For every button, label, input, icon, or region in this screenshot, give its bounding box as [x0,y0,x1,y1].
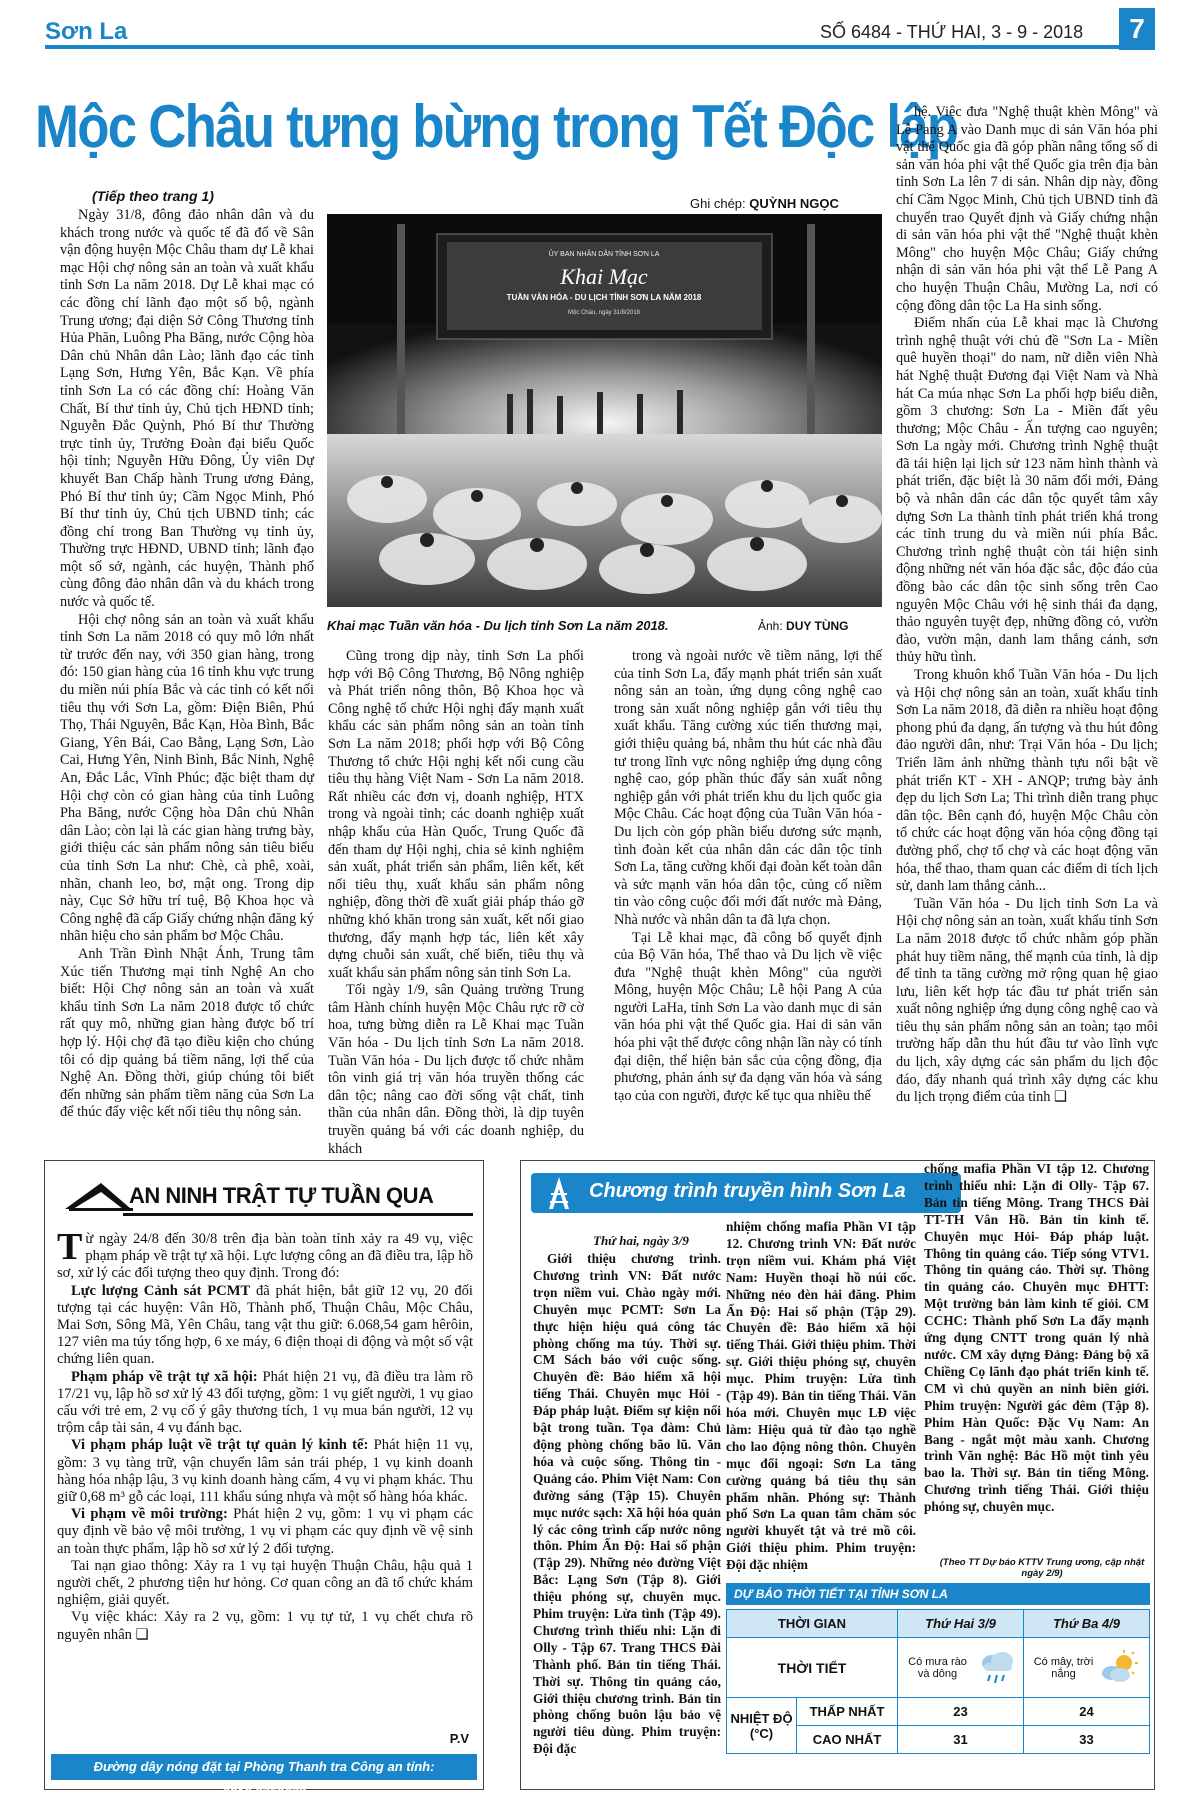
continued-note: (Tiếp theo trang 1) [92,188,214,204]
hotline-bar: Đường dây nóng đặt tại Phòng Thanh tra Công an tỉnh: 0212.3759678 [51,1754,477,1780]
weather-day-2: Thứ Ba 4/9 [1024,1610,1150,1638]
weather-col-time: THỜI GIAN [727,1610,898,1638]
weather-row-label: THỜI TIẾT [727,1638,898,1698]
paragraph: hệ. Việc đưa "Nghệ thuật khèn Mông" và Lễ Pang A vào Danh mục di sản Văn hóa phi vật thể Quốc gia đã góp phần nâng tổng số di sản văn hóa phi vật thể Quốc gia trên địa bàn tỉnh Sơn La lên 7 di sản. Nhân dịp này, đồng chí Cầm Ngọc Minh, Chủ tịch UBND tỉnh đã chuyển trao Quyết định và Giấy chứng nhận di sản văn hóa phi vật thể "Nghệ thuật khèn Mông" cho huyện Mộc Châu; Giấy chứng nhận di sản văn hóa phi vật thể Lễ Pang A cho huyện Thuận Châu, Mường La, nơi có cộng đồng dân tộc La Ha sinh sống. [896,104,1158,314]
paragraph: Cũng trong dịp này, tỉnh Sơn La phối hợp với Bộ Công Thương, Bộ Nông nghiệp và Phát triển nông thôn, Bộ Khoa học và Công nghệ tổ chức Hội nghị đẩy mạnh xuất khẩu các sản phẩm nông sản an toàn tỉnh Sơn La năm 2018; phối hợp với Bộ Công Thương tổ chức Hội nghị kết nối cung cầu tiêu thụ hàng Việt Nam - Sơn La năm 2018. Rất nhiều các đơn vị, doanh nghiệp, HTX trong và ngoài tỉnh; các doanh nghiệp xuất nhập khẩu của Hàn Quốc, Trung Quốc đã đến tham dự Hội nghị, chia sẻ kinh nghiệm sản xuất, phát triển sản phẩm, liên kết, kết nối tiêu thụ, xuất khẩu sản phẩm nông nghiệp, đồng thời đề xuất giải pháp tháo gỡ những khó khăn trong sản xuất, kết nối giao thương, đẩy mạnh hợp tác, liên kết xây dựng chuỗi sản xuất, chế biến, tiêu thụ và xuất khẩu sản phẩm nông sản tỉnh Sơn La. [328,648,584,981]
tv-schedule-col-1: Giới thiệu chương trình. Chương trình VN: Đất nước trọn niềm vui. Chào ngày mới. Chuyên mục PCMT: Sơn La thực hiện hiệu quả công tác phòng chống ma túy. Thời sự. CM Sách báo với cuộc sống. Chuyên đề: Bảo hiểm xã hội tiếng Thái. Chuyên mục Hỏi - Đáp pháp luật. Điểm sự kiện nổi bật trong tuần. Tọa đàm: Chủ động phòng chống bão lũ. Văn hóa và cuộc sống. Thông tin - Quảng cáo. Phim Việt Nam: Con đường sáng (Tập 15). Chuyên mục nước sạch: Xã hội hóa quản lý các công trình cấp nước nông thôn. Phim Ấn Độ: Hai số phận (Tập 29). Những nẻo đường Việt Bắc: Lạng Sơn (Tập 8). Giới thiệu phóng sự, chuyên mục. Phim truyện: Lừa tình (Tập 49). Chương trình thiếu nhi: Lặn đi Olly - Tập 67. Trang THCS Đài Thành phố. Bản tin tiếng Thái. Thời sự. Thông tin quảng cáo, Giới thiệu chương trình. Bản tin phòng chống buôn lậu bảo vệ người tiêu dùng. Phim truyện: Đội đặc [533,1251,721,1757]
drop-cap: T [57,1226,83,1268]
stage-photo-illustration [327,214,882,607]
paragraph: Ngày 31/8, đông đảo nhân dân và du khách trong nước và quốc tế đã đổ về Sân vận động huyện Mộc Châu tham dự Lễ khai mạc Hội chợ nông sản an toàn và xuất khẩu tỉnh Sơn La năm 2018. Dự Lễ khai mạc có các đồng chí lãnh đạo một số bộ, ngành Trung ương; đại diện Sở Công Thương tỉnh Hủa Phăn, Luông Pha Băng, nước Cộng hòa Dân chủ Nhân dân Lào; lãnh đạo các tỉnh Lạng Sơn, Hưng Yên, Bắc Kạn. Về phía tỉnh Sơn La có các đồng chí: Hoàng Văn Chất, Bí thư tỉnh ủy, Chủ tịch HĐND tỉnh; Nguyễn Đắc Quỳnh, Phó Bí thư Thường trực tỉnh ủy, Trưởng Đoàn đại biểu Quốc hội tỉnh; Nguyễn Hữu Đông, Ủy viên Dự khuyết Ban Chấp hành Trung ương Đảng, Phó Bí thư tỉnh ủy; Cầm Ngọc Minh, Phó Bí thư tỉnh ủy, Chủ tịch UBND tỉnh; các đồng chí trong Ban Thường vụ tỉnh ủy, Thường trực HĐND, UBND tỉnh; lãnh đạo một số sở, ngành, các huyện, Thành phố cùng đông đảo nhân dân và du khách trong nước và quốc tế. [60,207,314,611]
header-rule [45,45,1153,49]
paragraph [896,896,1158,1107]
sun-cloud-icon [1098,1649,1140,1687]
roof-logo-icon [63,1179,133,1213]
security-body [57,1226,474,1726]
security-item [57,1609,473,1643]
security-news-box [44,1160,484,1800]
security-title-bar [55,1183,475,1213]
security-item-text: Vụ việc khác: Xảy ra 2 vụ, gồm: 1 vụ tự tử, 1 vụ chết chưa rõ nguyên nhân [57,1609,473,1643]
tv-title-bar [531,1173,961,1213]
paragraph: Tại Lễ khai mạc, đã công bố quyết định của Bộ Văn hóa, Thể thao và Du lịch về việc đưa "Nghệ thuật khèn Mông" của người Mông, huyện Mộc Châu; Lễ hội Pang A của người LaHa, tỉnh Sơn La vào danh mục di sản văn hóa phi vật thể Quốc gia. Hai di sản văn hóa phi vật thể được công nhận lần này có tính đại diện, thể hiện bản sắc của cộng đồng, địa phương, phản ánh sự đa dạng văn hóa và sáng tạo của con người, được kế tục qua nhiều thế [614,929,882,1104]
security-title: AN NINH TRẬT TỰ TUẦN QUA [129,1183,434,1208]
end-mark: ❑ [135,1626,149,1643]
article-column-2 [328,648,584,1157]
weather-panel [726,1557,1150,1785]
weather-day-2-high: 33 [1024,1726,1150,1754]
weather-day-1-high: 31 [898,1726,1024,1754]
security-item-lead: Vi phạm pháp luật về trật tự quản lý kinh tế: [71,1437,369,1454]
weather-temp-label: NHIỆT ĐỘ (°C) [727,1698,797,1754]
weather-source: (Theo TT Dự báo KTTV Trung ương, cập nhật ngày 2/9) [939,1557,1145,1579]
tv-schedule-col-2: nhiệm chống mafia Phần VI tập 12. Chương trình VN: Đất nước trọn niềm vui. Khám phá Việt Nam: Huyền thoại hồ núi cốc. Những nẻo đèn hải đăng. Phim Ấn Độ: Hai số phận (Tập 29). Chuyên đề: Bảo hiểm xã hội tiếng Thái. Giới thiệu phim. Thời sự. Giới thiệu phóng sự, chuyên mục. Phim truyện: Lừa tình (Tập 49). Bản tin tiếng Thái. Văn hóa mới. Chuyên mục LĐ việc làm: Hiệu quả từ đào tạo nghề cho lao động nông thôn. Chuyên mục đổi ngoại: Sơn La tăng cường quảng bá tiêu thụ sản phẩm nhãn. Phóng sự: Thành phố Sơn La quan tâm chăm sóc người khuyết tật và trẻ mồ côi. Giới thiệu phim. Phim truyện: Đội đặc nhiệm [726,1219,916,1573]
security-intro [57,1226,473,1283]
article-column-3 [614,648,882,1142]
rain-cloud-icon [976,1649,1018,1687]
byline [690,196,839,211]
security-item [57,1506,473,1558]
paragraph: Anh Trần Đình Nhật Ánh, Trung tâm Xúc tiến Thương mại tỉnh Nghệ An cho biết: Hội Chợ nông sản an toàn và xuất khẩu tỉnh Sơn La năm 2018 được tổ chức rất quy mô, những gian hàng được bố trí hợp lý. Hội chợ đã tạo điều kiện cho chúng tôi có dịp quảng bá tiềm năng, lợi thế của Nghệ An. Đồng thời, giúp chúng tôi biết đến những sản phẩm tiềm năng của Sơn La để thúc đẩy việc kết nối tiêu thụ nông sản. [60,945,314,1121]
weather-day-2-low: 24 [1024,1698,1150,1726]
security-item-text: Phát hiện 11 vụ, gồm: 3 vụ tàng trữ, vận chuyển lâm sản trái phép, 1 vụ kinh doanh hàng hóa nhập lậu, 3 vụ kinh doanh hàng cấm, 4 vụ vi phạm khác. Thu giữ 0,68 m³ gỗ các loại, 111 khẩu súng nhựa và một số hàng hóa khác. [57,1437,473,1506]
tv-title: Chương trình truyền hình Sơn La [589,1180,906,1202]
weather-day-2-cell [1024,1638,1150,1698]
tv-schedule-box [520,1160,1155,1790]
paragraph: Tối ngày 1/9, sân Quảng trường Trung tâm Hành chính huyện Mộc Châu rực rỡ cờ hoa, tưng bừng diễn ra Lễ Khai mạc Tuần Văn hóa - Du lịch tỉnh Sơn La năm 2018. Tuần Văn hóa - Du lịch được tổ chức nhằm tôn vinh giá trị văn hóa truyền thống các dân tộc; nâng cao đời sống vật chất, tinh thần của nhân dân. Đồng thời, là dịp tuyên truyền quảng bá với các doanh nghiệp, du khách [328,982,584,1157]
weather-table [726,1609,1150,1754]
end-mark: ❑ [1054,1089,1067,1106]
security-intro-text: ừ ngày 24/8 đến 30/8 trên địa bàn toàn tỉnh xảy ra 49 vụ, việc phạm pháp về trật tự xã hội. Lực lượng công an đã điều tra, lập hồ sơ, xử lý các đối tượng theo quy định. Trong đó: [57,1231,473,1282]
security-item-text: đã phát hiện, bắt giữ 12 vụ, 20 đối tượng tại các huyện: Vân Hồ, Thành phố, Thuận Châu, Mộc Châu, Mai Sơn, Sông Mã, Yên Châu, tang vật thu giữ: 6.068,54 gam hêrôin, 127 viên ma túy tổng hợp, 6 xe máy, 6 điện thoại di động và một số vật chứng liên quan. [57,1282,473,1368]
paragraph-text: Tuần Văn hóa - Du lịch tỉnh Sơn La và Hội chợ nông sản an toàn, xuất khẩu tỉnh Sơn La năm 2018 được tổ chức nhằm góp phần phát huy tiềm năng, thế mạnh của tỉnh, là dịp để tỉnh ta tăng cường mở rộng quan hệ giao lưu, liên kết hợp tác đầu tư phát triển sản xuất nông nghiệp ứng dụng công nghệ cao và tiêu thụ sản phẩm nông sản an toàn; tạo môi trường hấp dẫn thu hút đầu tư vào lĩnh vực du lịch, xây dựng các sản phẩm du lịch độc đáo, đẩy nhanh quá trình xây dựng các khu du lịch trọng điểm của tỉnh [896,895,1158,1106]
byline-name: QUỲNH NGỌC [749,196,839,211]
tv-schedule-col-3: chống mafia Phần VI tập 12. Chương trình thiếu nhi: Lặn đi Olly- Tập 67. Bản tin tiếng Mông. Trang THCS Đài TT-TH Vân Hồ. Bản tin kinh tế. Chuyên mục Hỏi- Đáp pháp luật. Thông tin quảng cáo. Tiếp sóng VTV1. Thông tin quảng cáo. Thời sự. Thông tin quảng cáo. Chuyên mục ĐHTT: Một trường bản làm kinh tế giỏi. CM CCHC: Thành phố Sơn La đẩy mạnh ứng dụng CNTT trong quản lý nhà nước. CM xây dựng Đảng: Đảng bộ xã Chiềng Cọ lãnh đạo phát triển kinh tế. CM vì chủ quyền an ninh biên giới. Phim truyện: Người gác đêm (Tập 8). Phim Hàn Quốc: Đặc Vụ Nam: An Bang - ngắt một màu xanh. Chương trình Văn nghệ: Bác Hồ một tình yêu bao la. Thời sự. Bản tin tiếng Mông. Chương trình tiếng Thái. Giới thiệu phóng sự, chuyên mục. [924,1161,1149,1515]
security-item-text: Phát hiện 21 vụ, đã điều tra làm rõ 17/21 vụ, lập hồ sơ xử lý 43 đối tượng, gồm: 1 vụ giết người, 1 vụ giao cấu với trẻ em, 2 vụ cố ý gây thương tích, 1 vụ mua bán người, 12 vụ trộm cắp tài sản, 4 vụ đánh bạc. [57,1368,474,1437]
byline-prefix: Ghi chép: [690,196,746,211]
weather-low-label: THẤP NHẤT [797,1698,898,1726]
photo-credit-prefix: Ảnh: [758,619,783,633]
security-item [57,1369,473,1438]
photo-credit-name: DUY TÙNG [786,619,849,633]
photo-banner-line-4: Mộc Châu, ngày 31/8/2018 [567,310,641,316]
article-photo [327,214,882,607]
security-item: Tai nạn giao thông: Xảy ra 1 vụ tại huyện Thuận Châu, hậu quả 1 người chết, 2 phương tiện hư hỏng. Cơ quan công an đã tổ chức khám nghiệm, giải quyết. [57,1557,473,1609]
security-item-lead: Phạm pháp về trật tự xã hội: [71,1368,258,1385]
weather-day-1: Thứ Hai 3/9 [898,1610,1024,1638]
security-item-lead: Vi phạm về môi trường: [71,1506,228,1523]
article-column-1 [60,207,314,1142]
headline: Mộc Châu tưng bừng trong Tết Độc lập [35,93,958,160]
weather-day-1-cell [898,1638,1024,1698]
security-item-lead: Lực lượng Cảnh sát PCMT [71,1282,251,1299]
photo-banner-line-1: ỦY BAN NHÂN DÂN TỈNH SƠN LA [548,251,660,258]
weather-day-1-low: 23 [898,1698,1024,1726]
section-label: Sơn La [45,18,128,45]
photo-banner-line-2: Khai Mạc [560,264,648,289]
photo-caption: Khai mạc Tuần văn hóa - Du lịch tỉnh Sơn La năm 2018. [327,618,669,633]
signature: P.V [449,1731,469,1746]
security-item [57,1283,473,1369]
paragraph: Điểm nhấn của Lễ khai mạc là Chương trình nghệ thuật với chủ đề "Sơn La - Miền quê huyền thoại" do nam, nữ diễn viên Nhà hát Nghệ thuật Đương đại Việt Nam và Nhà hát Ca múa nhạc Sơn La phối hợp biểu diễn, gồm 3 chương: Sơn La - Miền đất yêu thương; Mộc Châu - Ấn tượng cao nguyên; Sơn La ngày mới. Chương trình Nghệ thuật đã tái hiện lại lịch sử 123 năm hình thành và phát triển, đặc biệt là 30 năm đổi mới, Đảng bộ và nhân dân các dân tộc quyết tâm xây dựng Sơn La thành tỉnh phát triển khá trong các tỉnh trung du và miền núi phía Bắc. Chương trình nghệ thuật còn tái hiện sinh động những nét văn hóa đặc sắc, độc đáo của đồng bào các dân tộc sinh sống trên Cao nguyên Mộc Châu với hệ sinh thái đa dạng, thảo nguyên tuyệt đẹp, những đồng cỏ, vườn đào, vườn mận, danh lam thắng cảnh, sơn thủy hữu tình. [896,315,1158,666]
tv-date: Thứ hai, ngày 3/9 [593,1233,689,1248]
page-number: 7 [1119,8,1155,50]
photo-credit [758,619,848,633]
issue-line: SỐ 6484 - THỨ HAI, 3 - 9 - 2018 [820,22,1084,42]
paragraph: Trong khuôn khổ Tuần Văn hóa - Du lịch và Hội chợ nông sản an toàn, xuất khẩu tỉnh Sơn La năm 2018, đã diễn ra nhiều hoạt động phong phú đa dạng, ấn tượng và thu hút đông đảo người dân, như: Trại Văn hóa - Du lịch; Triển lãm ảnh những thành tựu nổi bật về phát triển KT - XH - ANQP; trưng bày ảnh đẹp du lịch Sơn La; Thi trình diễn trang phục dân tộc. Bên cạnh đó, huyện Mộc Châu còn tổ chức các hoạt động văn hóa cộng đồng tại đường phố, chợ tổ chợ và các hoạt động văn hóa, thể thao, tham quan các điểm di tích lịch sử, danh lam thắng cảnh... [896,667,1158,895]
weather-high-label: CAO NHẤT [797,1726,898,1754]
paragraph: trong và ngoài nước về tiềm năng, lợi thế của tỉnh Sơn La, đẩy mạnh phát triển sản xuất nông sản an toàn, ứng dụng công nghệ cao trong sản xuất nông nghiệp gắn với tiêu thụ xuất khẩu. Tăng cường xúc tiến thương mại, giới thiệu quảng bá, nhằm thu hút các nhà đầu tư trong lĩnh vực nông nghiệp ứng dụng công nghệ cao, góp phần thúc đẩy sản xuất nông nghiệp gắn với phát triển khu du lịch quốc gia Mộc Châu. Các hoạt động của Tuần Văn hóa - Du lịch còn góp phần biểu dương sức mạnh, tình đoàn kết của nhân dân các dân tộc tỉnh Sơn La, tăng cường khối đại đoàn kết toàn dân và sức mạnh văn hóa dân tộc, củng cố niềm tin vào công cuộc đổi mới đất nước mà Đảng, Nhà nước và nhân dân ta đã lựa chọn. [614,648,882,928]
paragraph: Hội chợ nông sản an toàn và xuất khẩu tỉnh Sơn La năm 2018 có quy mô lớn nhất từ trước đến nay, với 350 gian hàng, trong đó: 150 gian hàng của 16 tỉnh khu vực trung du miền núi phía Bắc và các tỉnh có kết nối tiêu thụ với Sơn La, gồm: Điện Biên, Phú Thọ, Thái Nguyên, Bắc Kạn, Hòa Bình, Bắc Giang, Yên Bái, Cao Bằng, Lạng Sơn, Lào Cai, Hưng Yên, Ninh Bình, Bắc Ninh, Nghệ An, Đắc Lắc, Vĩnh Phúc; đặc biệt tham dự Hội chợ còn có gian hàng của tỉnh Luông Pha Băng, nước Cộng hòa Dân chủ Nhân dân Lào; còn lại là các gian hàng trưng bày, giới thiệu các sản phẩm nông sản tiêu biểu của tỉnh Sơn La như: Chè, cà phê, xoài, nhãn, chanh leo, bơ, mật ong. Trong dịp này, Cục Sở hữu trí tuệ, Bộ Khoa học và Công nghệ đã cấp Giấy chứng nhận đăng ký nhãn hiệu cho sản phẩm bơ Mộc Châu. [60,611,314,945]
photo-banner-line-3: TUẦN VĂN HÓA - DU LỊCH TỈNH SƠN LA NĂM 2018 [506,293,702,302]
weather-day-2-desc: Có mây, trời nắng [1033,1655,1094,1680]
title-underline [123,1213,473,1216]
tv-tower-icon [545,1175,573,1211]
weather-title: DỰ BÁO THỜI TIẾT TẠI TỈNH SƠN LA [726,1583,1150,1605]
security-item-text: Phát hiện 2 vụ, gồm: 1 vụ vi phạm các quy định về bảo vệ môi trường, 1 vụ vi phạm các quy định về vệ sinh an toàn thực phẩm, lập hồ sơ xử lý 2 đối tượng. [57,1506,473,1557]
security-item [57,1437,473,1506]
weather-day-1-desc: Có mưa rào và dông [908,1655,967,1680]
article-column-4 [896,104,1158,1144]
